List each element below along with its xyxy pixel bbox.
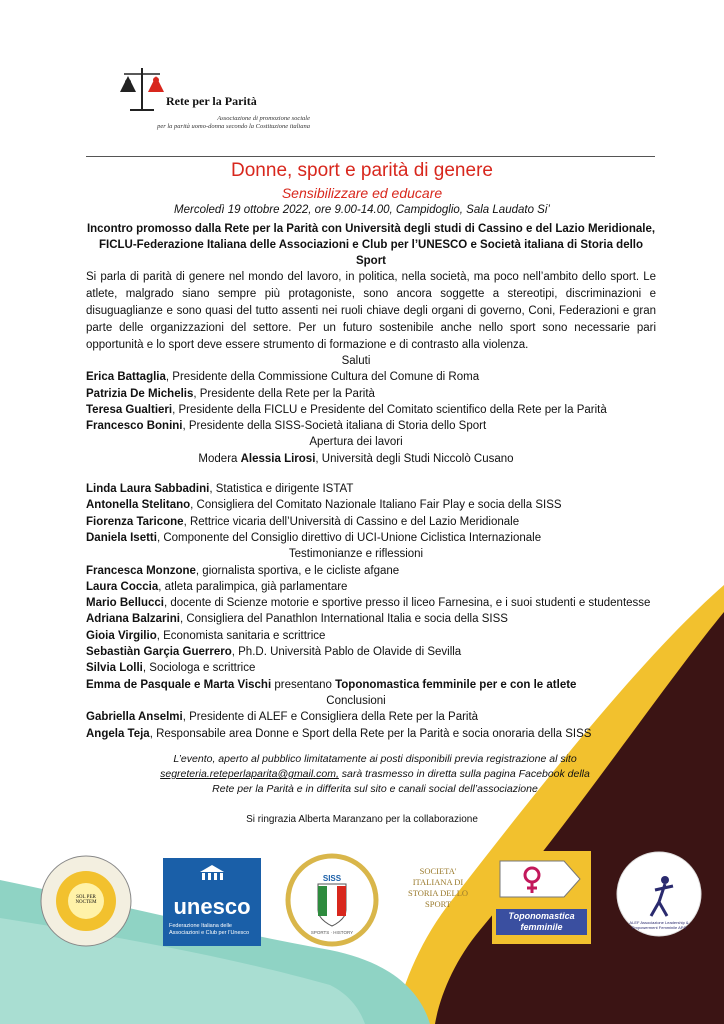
conclusioni-list [86, 709, 686, 742]
toponomastica-label: Toponomastica femminile [496, 909, 587, 935]
conclusioni-heading: Conclusioni [326, 694, 386, 707]
saluti-entry [86, 386, 686, 402]
event-footer-note [150, 752, 600, 797]
testimonianze-entry [86, 611, 686, 627]
program [86, 353, 686, 742]
person-role: , Componente del Consiglio direttivo di UCI-Unione Ciclistica Internazionale [156, 531, 542, 544]
testimonianze-entry [86, 660, 686, 676]
person-name: Francesca Monzone [86, 564, 196, 577]
person-name: Mario Bellucci [86, 597, 164, 610]
siss-motto: SPORTS · HISTORY [310, 930, 354, 935]
apertura-entry [86, 497, 686, 513]
apertura-list [86, 481, 686, 546]
person-role: , Presidente della FICLU e Presidente del Comitato scientifico della Rete per la Parità [172, 403, 607, 416]
special-names: Emma de Pasquale e Marta Vischi [86, 678, 272, 691]
event-title: Donne, sport e parità di genere [231, 160, 493, 181]
person-role: , giornalista sportiva, e le cicliste afgane [195, 564, 400, 577]
moderator-role: , Università degli Studi Niccolò Cusano [315, 452, 514, 465]
person-name: Daniela Isetti [86, 531, 157, 544]
header-divider [86, 156, 655, 157]
person-name: Sebastiàn Garçia Guerrero [86, 646, 232, 659]
event-dateline: Mercoledì 19 ottobre 2022, ore 9.00-14.00, Campidoglio, Sala Laudato Si’ [174, 204, 550, 216]
unesco-wordmark: unesco [173, 894, 251, 919]
toponomastica-logo [492, 851, 591, 944]
siss-text: SOCIETA' ITALIANA DI STORIA DELLO SPORT [407, 866, 469, 909]
registration-email-link[interactable]: segreteria.reteperlaparita@gmail.com, [160, 768, 339, 780]
person-role: , Economista sanitaria e scrittrice [156, 629, 326, 642]
footer-line2: sarà trasmesso in diretta sulla pagina Facebook della Rete per la Parità e in differita sul sito e canali social dell’associazione [212, 768, 590, 795]
testimonianze-entry [86, 644, 686, 660]
person-name: Angela Teja [86, 727, 150, 740]
person-name: Gabriella Anselmi [86, 711, 183, 724]
special-mid: presentano [271, 678, 336, 691]
org-tagline-2: per la parità uomo-donna secondo la Costituzione italiana [157, 123, 310, 130]
event-subtitle: Sensibilizzare ed educare [281, 185, 443, 201]
apertura-entry [86, 514, 686, 530]
person-name: Gioia Virgilio [86, 629, 157, 642]
thanks-note: Si ringrazia Alberta Maranzano per la collaborazione [246, 814, 478, 825]
footer-line1: L’evento, aperto al pubblico limitatamente ai posti disponibili previa registrazione al sito [173, 753, 577, 765]
testimonianze-list [86, 563, 686, 677]
testimonianze-entry [86, 563, 686, 579]
person-name: Linda Laura Sabbadini [86, 483, 210, 496]
siss-acronym: SISS [322, 874, 342, 883]
person-role: , Ph.D. Università Pablo de Olavide di Sevilla [231, 646, 462, 659]
saluti-entry [86, 402, 686, 418]
person-name: Antonella Stelitano [86, 499, 191, 512]
person-role: , Consigliera del Comitato Nazionale Italiano Fair Play e socia della SISS [190, 499, 562, 512]
siss-logo [284, 852, 380, 948]
testimonianze-entry [86, 595, 686, 611]
person-name: Erica Battaglia [86, 371, 166, 384]
person-role: , Responsabile area Donne e Sport della Rete per la Parità e socia onoraria della SISS [149, 727, 592, 740]
org-tagline-1: Associazione di promozione sociale [217, 115, 310, 122]
alef-label: ALEF Associazione Leadership & Empowerment Femminile APS [629, 920, 689, 930]
person-name: Adriana Balzarini [86, 613, 180, 626]
org-tagline [120, 115, 310, 131]
person-role: , Rettrice vicaria dell’Università di Cassino e del Lazio Meridionale [183, 515, 520, 528]
scales-icon [118, 64, 166, 114]
person-role: , Consigliera del Panathlon International Italia e socia della SISS [179, 613, 508, 626]
person-name: Teresa Gualtieri [86, 403, 173, 416]
apertura-heading: Apertura dei lavori [309, 436, 403, 449]
moderator-prefix: Modera [198, 452, 241, 465]
conclusioni-entry [86, 726, 686, 742]
conclusioni-entry [86, 709, 686, 725]
person-name: Laura Coccia [86, 580, 159, 593]
moderator-name: Alessia Lirosi [240, 452, 316, 465]
person-role: , Presidente della Rete per la Parità [193, 387, 375, 400]
person-role: , atleta paralimpica, già parlamentare [158, 580, 348, 593]
moderator-line [86, 451, 626, 467]
unesco-temple-icon [198, 864, 226, 882]
unesco-logo [163, 858, 261, 946]
cassino-university-logo [40, 855, 132, 947]
event-promoters: Incontro promosso dalla Rete per la Parità con Università degli studi di Cassino e del Lazio Meridionale, FICLU-Federazione Italiana delle Associazioni e Club per l’UNESCO e Società italiana di Storia dello Sport [86, 223, 656, 267]
person-role: , Sociologa e scrittrice [142, 662, 256, 675]
alef-logo [615, 850, 703, 938]
testimonianze-entry [86, 579, 686, 595]
person-name: Francesco Bonini [86, 420, 183, 433]
person-role: , Presidente di ALEF e Consigliera della Rete per la Parità [182, 711, 479, 724]
testimonianze-entry [86, 628, 686, 644]
person-name: Fiorenza Taricone [86, 515, 184, 528]
person-role: , docente di Scienze motorie e sportive presso il liceo Farnesina, e i suoi studenti e studentesse [163, 597, 651, 610]
testimonianze-heading: Testimonianze e riflessioni [288, 548, 424, 561]
apertura-entry [86, 481, 686, 497]
cassino-motto: SOL PER NOCTEM [75, 895, 97, 905]
unesco-subtitle: Federazione Italiana delle Associazioni e Club per l’Unesco [169, 923, 250, 936]
saluti-entry [86, 369, 686, 385]
org-name: Rete per la Parità [166, 94, 257, 108]
apertura-entry [86, 530, 686, 546]
person-name: Silvia Lolli [86, 662, 143, 675]
person-role: , Statistica e dirigente ISTAT [209, 483, 354, 496]
person-role: , Presidente della SISS-Società italiana di Storia dello Sport [182, 420, 487, 433]
event-intro: Si parla di parità di genere nel mondo del lavoro, in politica, nella società, ma poco nell’ambito dello sport. Le atlete, malgrado siano sempre più protagoniste, sono ancora soggette a stereotipi, discriminazioni e disuguaglianze e sono quasi del tutto assenti nei ruoli chiave degli organi di governo, Coni, Federazioni e gran parte delle organizzazioni del settore. Per un futuro sostenibile anche nello sport sono necessarie pari opportunità e lo sport deve essere strumento di formazione e di contrasto alla violenza. [86, 271, 656, 351]
person-role: , Presidente della Commissione Cultura del Comune di Roma [165, 371, 480, 384]
saluti-list [86, 369, 686, 434]
saluti-entry [86, 418, 686, 434]
person-name: Patrizia De Michelis [86, 387, 194, 400]
saluti-heading: Saluti [341, 355, 371, 367]
special-title: Toponomastica femminile per e con le atlete [335, 678, 577, 691]
special-presentation [86, 677, 686, 693]
